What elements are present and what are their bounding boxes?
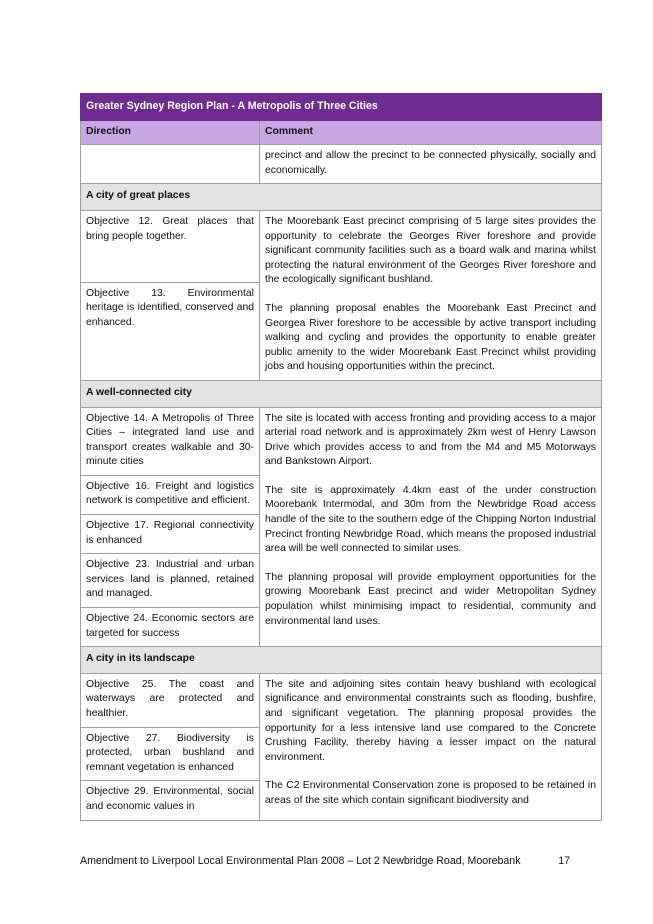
continuation-comment: precinct and allow the precinct to be connected physically, socially and economically.	[260, 145, 602, 184]
footer-text: Amendment to Liverpool Local Environmental Plan 2008 – Lot 2 Newbridge Road, Moorebank	[80, 855, 521, 867]
comment-paragraph: The site is approximately 4.4km east of the under construction Moorebank Intermodal, and 30m from the Newbridge Road access handle of the site to the southern edge of the Chipping Norton Industrial Precinct fronting Newbridge Road, which means the proposed industrial area will be well connected to similar uses.	[265, 484, 596, 555]
empty-direction-cell	[81, 145, 260, 184]
table-header-row	[81, 120, 602, 145]
objective-cell: Objective 14. A Metropolis of Three Cities – integrated land use and transport creates walkable and 30-minute cities	[81, 407, 260, 475]
section-heading: A well-connected city	[81, 380, 602, 407]
direction-header: Direction	[81, 120, 260, 145]
section-heading-row	[81, 647, 602, 674]
comment-cell	[260, 210, 602, 380]
comment-paragraph: The planning proposal will provide employment opportunities for the growing Moorebank East precinct and wider Metropolitan Sydney population whilst minimising impact to residential, community and environmental land uses.	[265, 571, 596, 627]
objective-cell: Objective 25. The coast and waterways are protected and healthier.	[81, 673, 260, 727]
table-row	[81, 210, 602, 282]
objective-cell: Objective 29. Environmental, social and economic values in	[81, 781, 260, 820]
comment-cell	[260, 673, 602, 820]
table-row	[81, 407, 602, 475]
page-footer	[80, 855, 570, 867]
page-number: 17	[558, 855, 570, 867]
table-row	[81, 673, 602, 727]
table-title-row	[81, 94, 602, 121]
comment-paragraph: The site and adjoining sites contain heavy bushland with ecological significance and environmental constraints such as flooding, bushfire, and significant vegetation. The planning proposal provides the opportunity for a less intensive land use compared to the Concrete Crushing Facility, thereby having a lesser impact on the natural environment.	[265, 678, 596, 763]
objective-cell: Objective 24. Economic sectors are targeted for success	[81, 608, 260, 647]
comment-cell	[260, 407, 602, 647]
comment-paragraph: The planning proposal enables the Moorebank East Precinct and Georgea River foreshore to be accessible by active transport including walking and cycling and provides the opportunity to enable greater public amenity to the wider Moorebank East Precinct whilst providing jobs and housing opportunities within the precinct.	[265, 302, 596, 373]
comment-paragraph: The Moorebank East precinct comprising of 5 large sites provides the opportunity to celebrate the Georges River foreshore and provide significant community facilities such as a board walk and marina whilst protecting the natural environment of the Georges River foreshore and the ecologically significant bushland.	[265, 215, 596, 286]
section-heading: A city of great places	[81, 184, 602, 211]
comment-paragraph: The site is located with access fronting and providing access to a major arterial road network and is approximately 2km west of Henry Lawson Drive which provides access to and from the M4 and M5 Motorways and Bankstown Airport.	[265, 412, 596, 468]
table-title: Greater Sydney Region Plan - A Metropolis of Three Cities	[81, 94, 602, 121]
section-heading: A city in its landscape	[81, 647, 602, 674]
comment-paragraph: The C2 Environmental Conservation zone is proposed to be retained in areas of the site which contain significant biodiversity and	[265, 780, 596, 806]
objective-cell: Objective 27. Biodiversity is protected, urban bushland and remnant vegetation is enhanced	[81, 727, 260, 781]
objective-cell: Objective 16. Freight and logistics network is competitive and efficient.	[81, 475, 260, 514]
section-heading-row	[81, 380, 602, 407]
objective-cell: Objective 23. Industrial and urban services land is planned, retained and managed.	[81, 554, 260, 608]
objective-cell: Objective 13. Environmental heritage is identified, conserved and enhanced.	[81, 282, 260, 380]
comment-header: Comment	[260, 120, 602, 145]
objective-cell: Objective 17. Regional connectivity is enhanced	[81, 515, 260, 554]
table-row	[81, 145, 602, 184]
section-heading-row	[81, 184, 602, 211]
region-plan-table	[80, 93, 602, 821]
objective-cell: Objective 12. Great places that bring people together.	[81, 210, 260, 282]
